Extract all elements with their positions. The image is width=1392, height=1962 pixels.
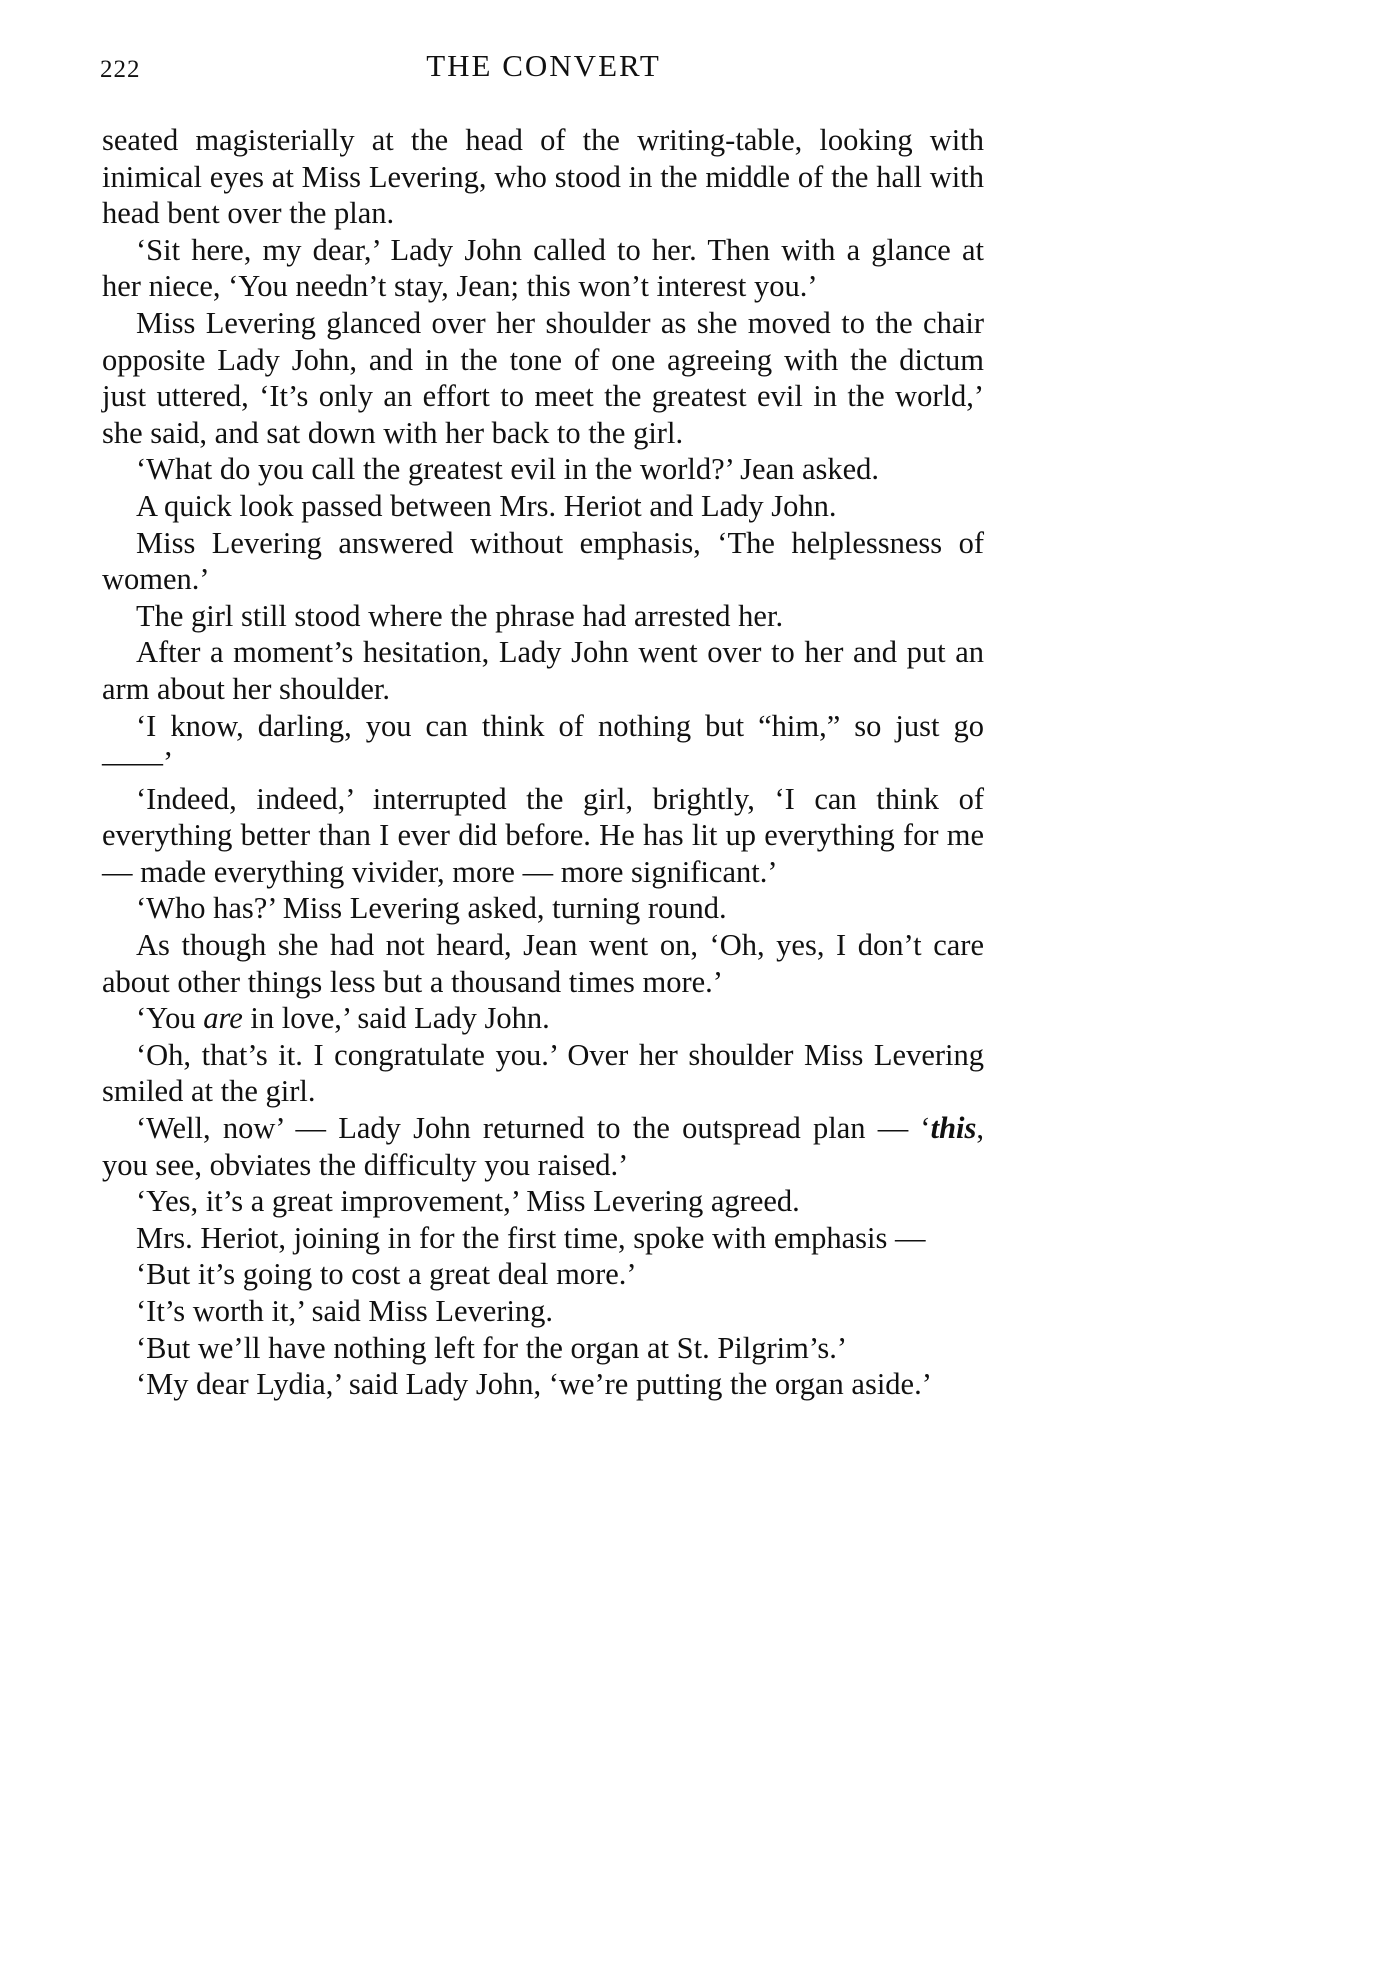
paragraph: Miss Levering glanced over her shoulder as she moved to the chair opposite Lady John, and in the tone of one agreeing with the dictum just uttered, ‘It’s only an effort to meet the greatest evil in the world,’ she said, and sat down with her back to the girl.	[102, 305, 984, 450]
text-run: ‘You	[136, 1001, 204, 1036]
paragraph: Mrs. Heriot, joining in for the first time, spoke with emphasis —	[136, 1220, 926, 1255]
page-header	[100, 48, 987, 88]
text-run: ‘Well, now’ — Lady John returned to the outspread plan — ‘	[136, 1111, 931, 1146]
paragraph	[102, 1000, 984, 1037]
text-run: in love,’ said Lady John.	[242, 1001, 550, 1036]
paragraph: As though she had not heard, Jean went on, ‘Oh, yes, I don’t care about other things less but a thousand times more.’	[102, 928, 984, 999]
body-text	[102, 122, 984, 1403]
paragraph: Miss Levering answered without emphasis, ‘The helplessness of women.’	[102, 525, 984, 597]
paragraph: ‘Oh, that’s it. I congratulate you.’ Over her shoulder Miss Levering smiled at the girl.	[102, 1037, 984, 1109]
text-run: , you see, obviates the difficulty you raised.’	[102, 1111, 984, 1182]
paragraph: ‘Sit here, my dear,’ Lady John called to her. Then with a glance at her niece, ‘You needn’t stay, Jean; this won’t interest you.’	[102, 232, 984, 304]
paragraph: ‘What do you call the greatest evil in the world?’ Jean asked.	[136, 452, 880, 487]
paragraph: ‘Indeed, indeed,’ interrupted the girl, brightly, ‘I can think of everything better than I ever did before. He has lit up everything for me — made everything vivider, more — more significant.’	[102, 781, 984, 889]
paragraph: ‘But we’ll have nothing left for the organ at St. Pilgrim’s.’	[136, 1330, 847, 1365]
paragraph: The girl still stood where the phrase had arrested her.	[136, 598, 784, 633]
paragraph: ‘Who has?’ Miss Levering asked, turning round.	[136, 891, 727, 926]
paragraph: After a moment’s hesitation, Lady John went over to her and put an arm about her shoulder.	[102, 635, 984, 706]
italic-text: this	[930, 1111, 977, 1146]
italic-text: are	[203, 1001, 243, 1036]
paragraph: ‘My dear Lydia,’ said Lady John, ‘we’re putting the organ aside.’	[136, 1367, 932, 1402]
paragraph: ‘I know, darling, you can think of nothing but “him,” so just go ——’	[102, 708, 984, 780]
paragraph: ‘It’s worth it,’ said Miss Levering.	[136, 1294, 554, 1328]
running-title: THE CONVERT	[426, 48, 661, 83]
paragraph	[102, 1110, 984, 1183]
paragraph: ‘Yes, it’s a great improvement,’ Miss Levering agreed.	[136, 1184, 800, 1219]
paragraph: seated magisterially at the head of the writing-table, looking with inimical eyes at Miss Levering, who stood in the middle of the hall with head bent over the plan.	[102, 123, 984, 231]
page-number: 222	[100, 56, 141, 83]
paragraph: A quick look passed between Mrs. Heriot and Lady John.	[136, 488, 837, 523]
paragraph: ‘But it’s going to cost a great deal more.’	[136, 1257, 637, 1292]
